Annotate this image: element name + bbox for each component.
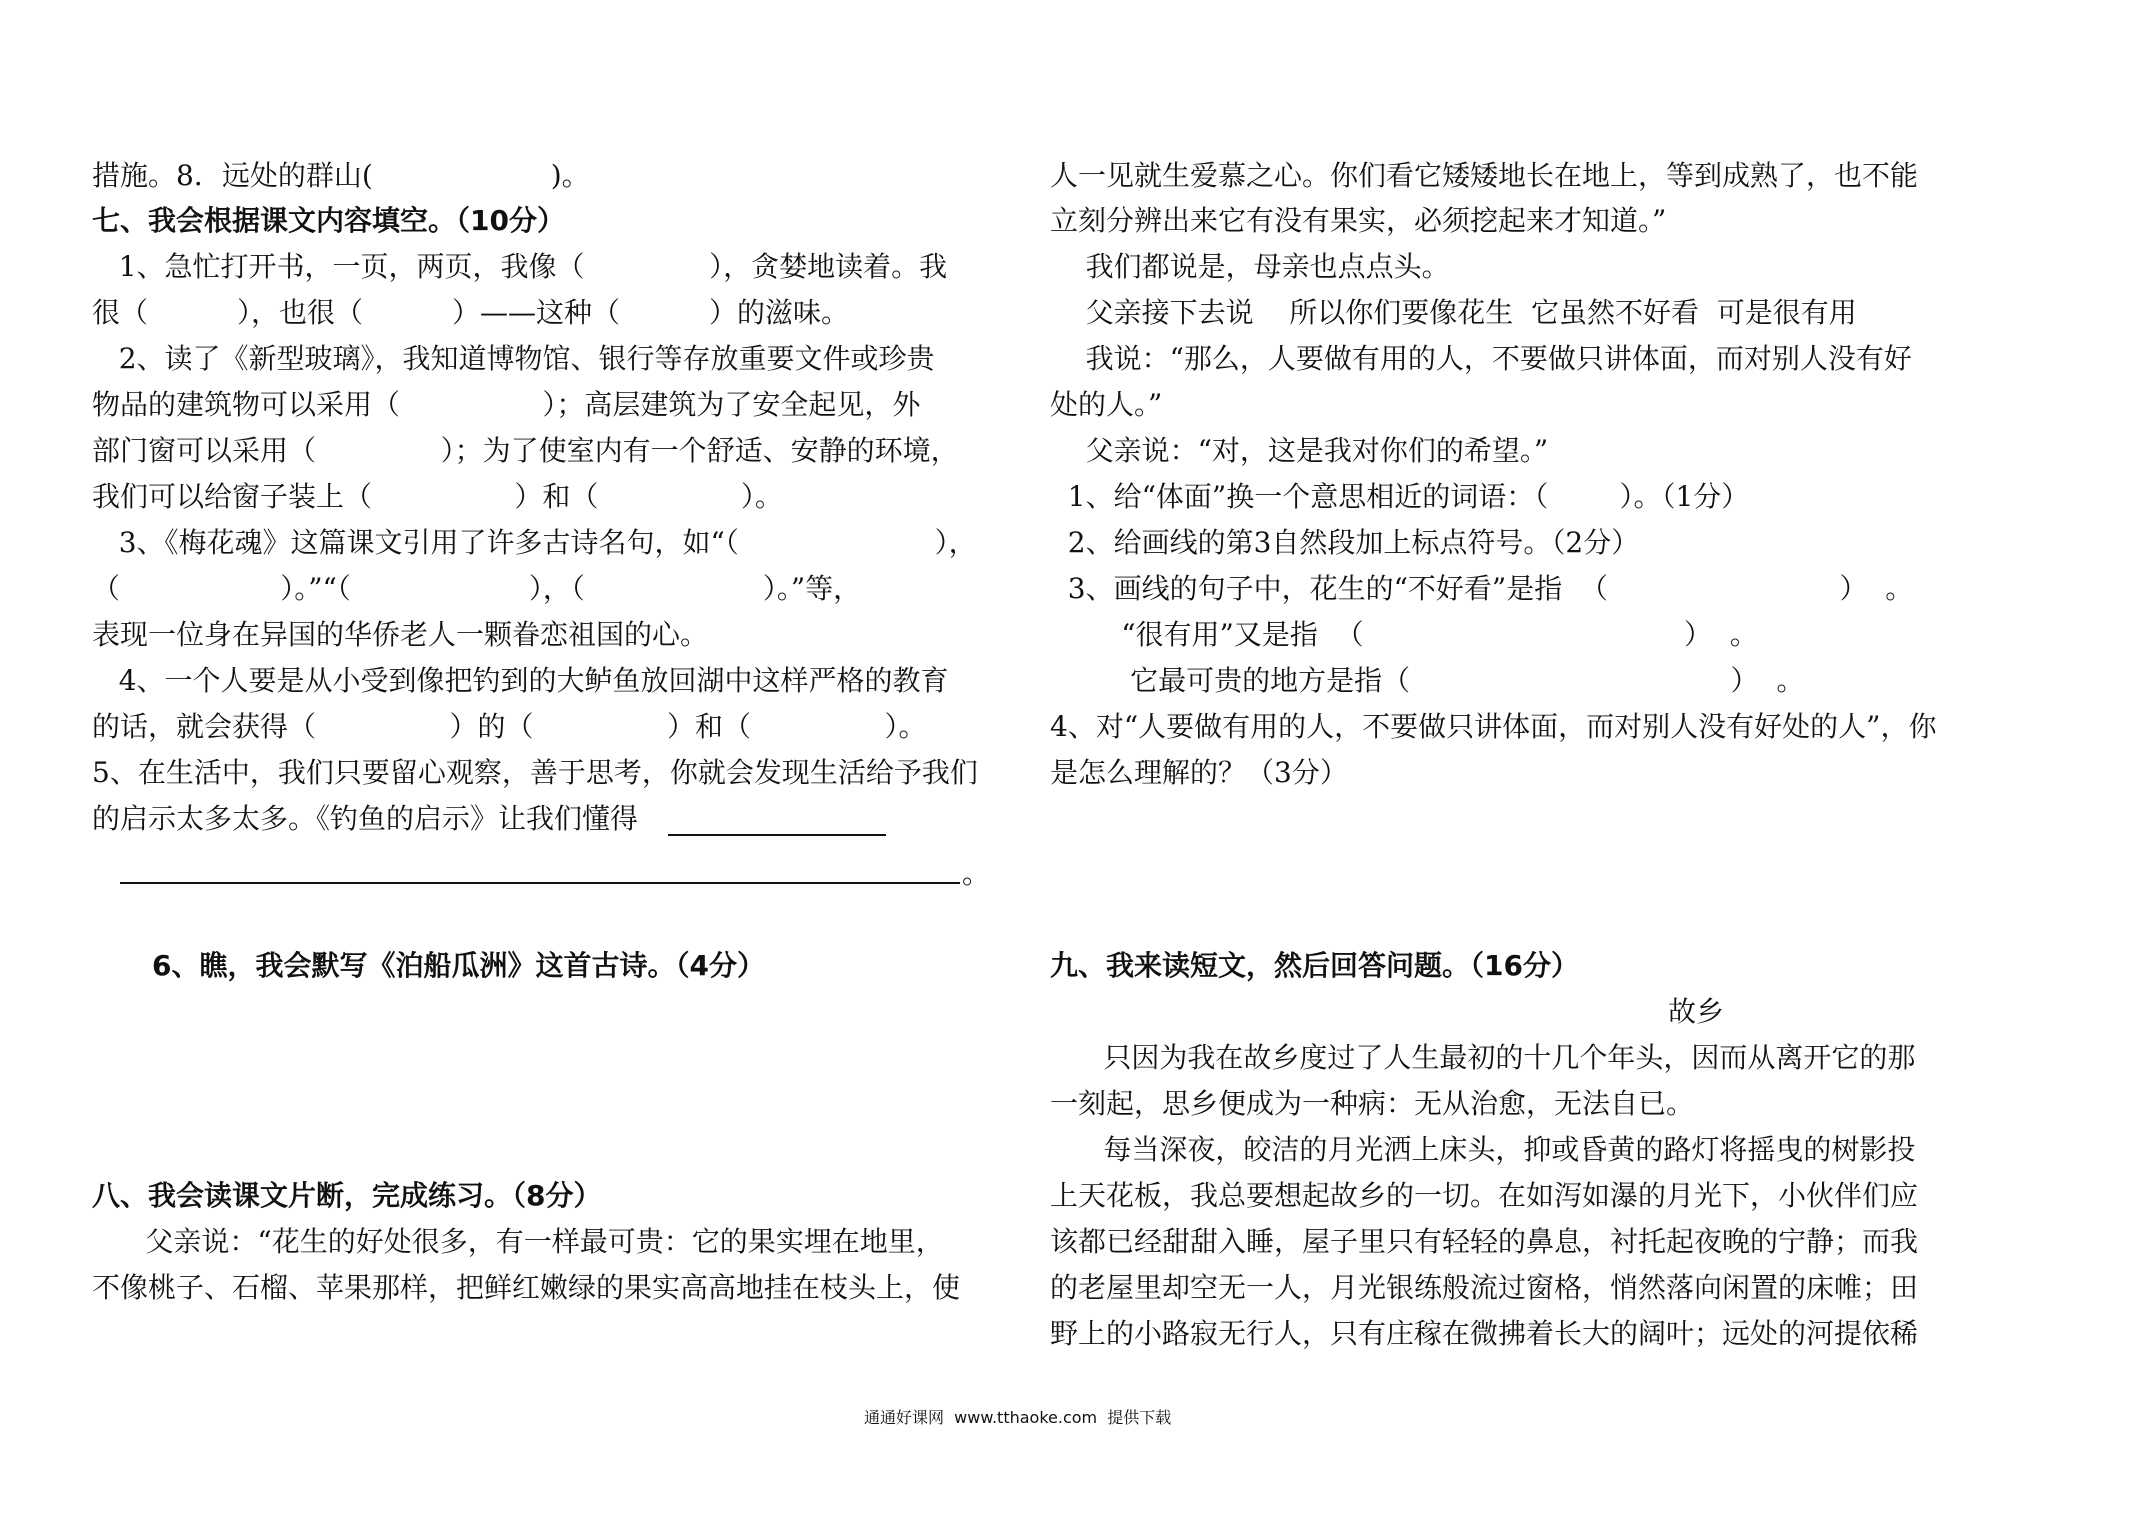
passage-8-line-8: 处的人。” — [1050, 388, 1163, 421]
q4-line-1: 4、一个人要是从小受到像把钓到的大鲈鱼放回湖中这样严格的教育 — [92, 664, 949, 697]
q2-line-2: 物品的建筑物可以采用（ ）；高层建筑为了安全起见，外 — [92, 388, 921, 421]
story-line-2: 一刻起，思乡便成为一种病：无从治愈，无法自已。 — [1050, 1087, 1695, 1120]
story-line-5: 该都已经甜甜入睡，屋子里只有轻轻的鼻息，衬托起夜晚的宁静；而我 — [1050, 1225, 1919, 1258]
story-line-4: 上天花板，我总要想起故乡的一切。在如泻如瀑的月光下，小伙伴们应 — [1050, 1179, 1919, 1212]
story-line-1: 只因为我在故乡度过了人生最初的十几个年头，因而从离开它的那 — [1050, 1041, 1916, 1074]
passage-8-line-7: 我说：“那么，人要做有用的人，不要做只讲体面，而对别人没有好 — [1050, 342, 1912, 375]
q8-2: 2、给画线的第3自然段加上标点符号。（2分） — [1050, 526, 1640, 559]
q2-line-4: 我们可以给窗子装上（ ）和（ ）。 — [92, 480, 783, 513]
q5-line-2: 的启示太多太多。《钓鱼的启示》让我们懂得 — [92, 802, 639, 835]
passage-8-line-3: 人一见就生爱慕之心。你们看它矮矮地长在地上，等到成熟了，也不能 — [1050, 159, 1919, 192]
passage-8-line-2: 不像桃子、石榴、苹果那样，把鲜红嫩绿的果实高高地挂在枝头上，使 — [92, 1271, 961, 1304]
section-7-title: 七、我会根据课文内容填空。（10分） — [92, 204, 565, 237]
story-line-7: 野上的小路寂无行人，只有庄稼在微拂着长大的阔叶；远处的河提依稀 — [1050, 1317, 1919, 1350]
q8-1: 1、给“体面”换一个意思相近的词语：（ ）。（1分） — [1050, 480, 1750, 513]
answer-blank-line — [120, 882, 960, 884]
q8-3-line-2: “很有用”又是指 （ ） 。 — [1050, 618, 1758, 651]
q8-3-line-1: 3、画线的句子中，花生的“不好看”是指 （ ） 。 — [1050, 572, 1914, 605]
q5-end-mark: 。 — [962, 857, 991, 890]
answer-blank-line — [668, 834, 886, 836]
footer-text: 通通好课网 www.tthaoke.com 提供下载 — [864, 1408, 1172, 1427]
q5-line-1: 5、在生活中，我们只要留心观察，善于思考，你就会发现生活给予我们 — [92, 756, 978, 789]
passage-8-line-6: 父亲接下去说 所以你们要像花生 它虽然不好看 可是很有用 — [1050, 296, 1857, 329]
passage-8-line-4: 立刻分辨出来它有没有果实，必须挖起来才知道。” — [1050, 204, 1667, 237]
q8-4-line-1: 4、对“人要做有用的人，不要做只讲体面，而对别人没有好处的人”，你 — [1050, 710, 1937, 743]
story-title: 故乡 — [1668, 995, 1725, 1028]
q4-line-2: 的话，就会获得（ ）的（ ）和（ ）。 — [92, 710, 927, 743]
passage-8-line-5: 我们都说是，母亲也点点头。 — [1050, 250, 1450, 283]
passage-8-line-9: 父亲说：“对，这是我对你们的希望。” — [1050, 434, 1549, 467]
q1-line-2: 很（ ），也很（ ）——这种（ ）的滋味。 — [92, 296, 850, 329]
q2-line-3: 部门窗可以采用（ ）；为了使室内有一个舒适、安静的环境， — [92, 434, 959, 467]
section-8-title: 八、我会读课文片断，完成练习。（8分） — [92, 1179, 602, 1212]
q8-3-line-3: 它最可贵的地方是指（ ） 。 — [1050, 664, 1805, 697]
story-line-6: 的老屋里却空无一人，月光银练般流过窗格，悄然落向闲置的床帷；田 — [1050, 1271, 1919, 1304]
q2-line-1: 2、读了《新型玻璃》，我知道博物馆、银行等存放重要文件或珍贵 — [92, 342, 935, 375]
section-9-title: 九、我来读短文，然后回答问题。（16分） — [1050, 949, 1579, 982]
q6-title: 6、瞧，我会默写《泊船瓜洲》这首古诗。（4分） — [152, 949, 765, 982]
passage-8-line-1: 父亲说：“花生的好处很多，有一样最可贵：它的果实埋在地里， — [92, 1225, 944, 1258]
q3-line-2: （ ）。”“（ ），（ ）。”等， — [92, 572, 862, 605]
q1-line-1: 1、急忙打开书，一页，两页，我像（ ），贪婪地读着。我 — [92, 250, 948, 283]
q3-line-1: 3、《梅花魂》这篇课文引用了许多古诗名句，如“（ ）， — [92, 526, 977, 559]
story-line-3: 每当深夜，皎洁的月光洒上床头，抑或昏黄的路灯将摇曳的树影投 — [1050, 1133, 1916, 1166]
text-line: 措施。8．远处的群山( )。 — [92, 159, 590, 192]
q3-line-3: 表现一位身在异国的华侨老人一颗眷恋祖国的心。 — [92, 618, 709, 651]
q8-4-line-2: 是怎么理解的？（3分） — [1050, 756, 1348, 789]
